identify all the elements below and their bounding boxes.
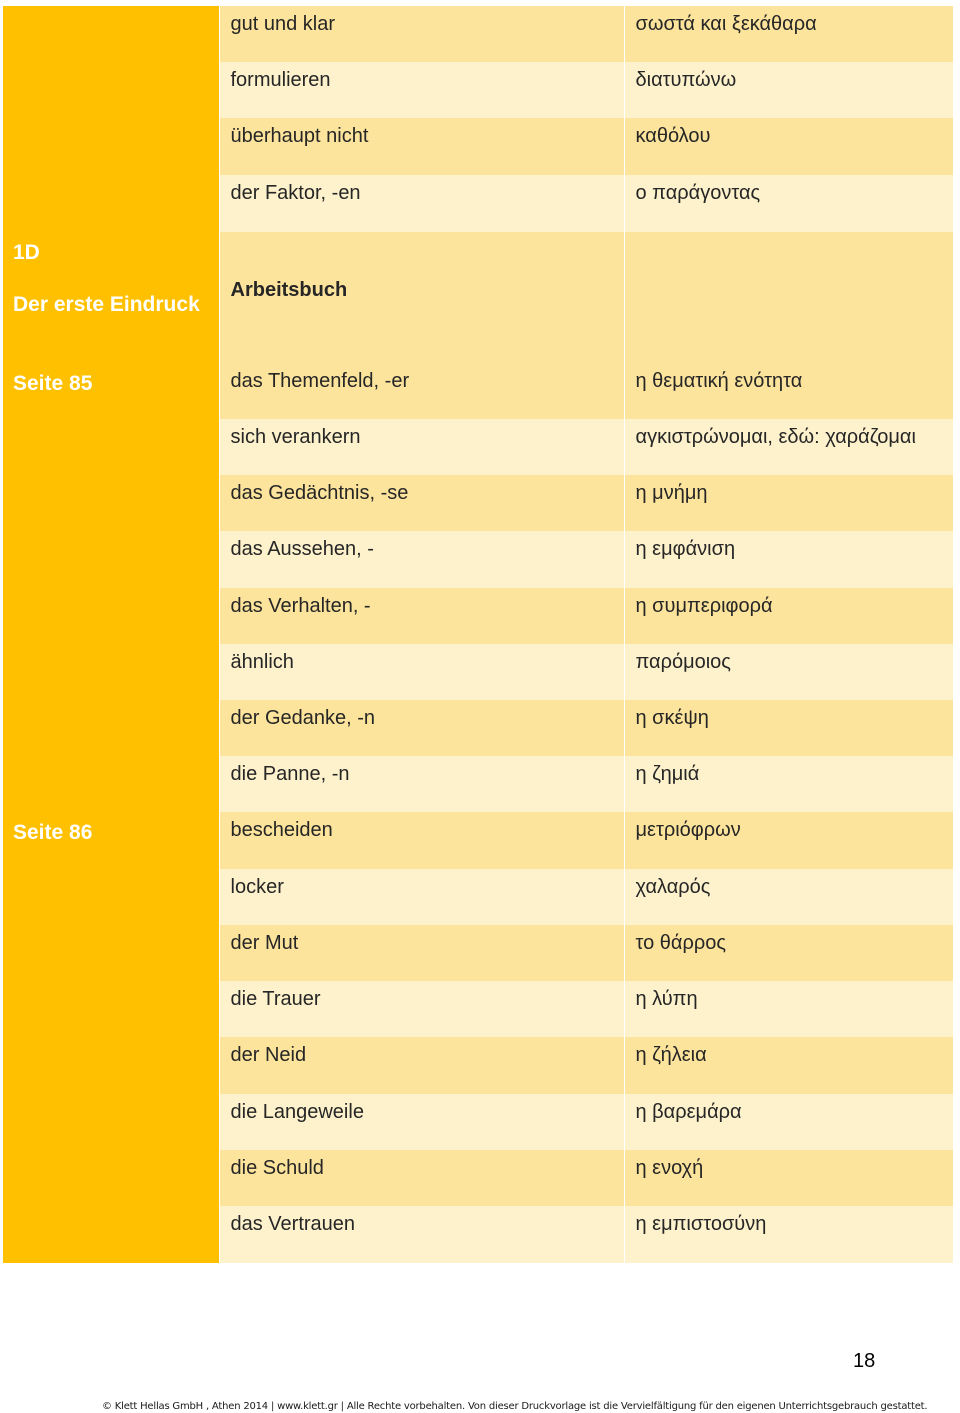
german-word: der Mut [219, 925, 624, 981]
greek-translation: παρόμοιος [624, 644, 953, 700]
german-word: der Gedanke, -n [219, 700, 624, 756]
greek-translation: η εμπιστοσύνη [624, 1206, 953, 1263]
german-word: das Verhalten, - [219, 588, 624, 644]
greek-translation: η εμφάνιση [624, 531, 953, 588]
greek-translation: η ενοχή [624, 1150, 953, 1206]
german-word: ähnlich [219, 644, 624, 700]
section-label: Seite 85 [13, 372, 93, 395]
section-cell-seite-85 [3, 363, 219, 812]
greek-translation: αγκιστρώνομαι, εδώ: χαράζομαι [624, 419, 953, 475]
german-word: die Panne, -n [219, 756, 624, 812]
section-cell-seite-86 [3, 812, 219, 1263]
greek-translation: μετριόφρων [624, 812, 953, 869]
section-cell-empty [3, 6, 219, 232]
german-word: überhaupt nicht [219, 118, 624, 175]
german-word: der Neid [219, 1037, 624, 1094]
table-row [3, 812, 953, 869]
greek-translation: η συμπεριφορά [624, 588, 953, 644]
greek-translation: χαλαρός [624, 869, 953, 925]
greek-translation: η ζημιά [624, 756, 953, 812]
greek-translation: ο παράγοντας [624, 175, 953, 232]
greek-translation: η ζήλεια [624, 1037, 953, 1094]
greek-translation: διατυπώνω [624, 62, 953, 118]
table-row [3, 363, 953, 419]
german-word: das Aussehen, - [219, 531, 624, 588]
subsection-title: Arbeitsbuch [219, 232, 624, 363]
table-row-section-header [3, 232, 953, 363]
german-word: die Langeweile [219, 1094, 624, 1150]
greek-translation: η μνήμη [624, 475, 953, 531]
greek-translation: η σκέψη [624, 700, 953, 756]
section-title: Der erste Eindruck [13, 293, 200, 316]
greek-translation: η θεματική ενότητα [624, 363, 953, 419]
table-row [3, 6, 953, 62]
german-word: bescheiden [219, 812, 624, 869]
greek-translation: η λύπη [624, 981, 953, 1037]
section-code: 1D [13, 241, 40, 264]
german-word: die Trauer [219, 981, 624, 1037]
section-cell-1d [3, 232, 219, 363]
german-word: das Gedächtnis, -se [219, 475, 624, 531]
german-word: formulieren [219, 62, 624, 118]
greek-translation: η βαρεμάρα [624, 1094, 953, 1150]
german-word: locker [219, 869, 624, 925]
greek-translation: καθόλου [624, 118, 953, 175]
german-word: gut und klar [219, 6, 624, 62]
greek-translation: σωστά και ξεκάθαρα [624, 6, 953, 62]
german-word: das Themenfeld, -er [219, 363, 624, 419]
page-number: 18 [853, 1350, 876, 1372]
german-word: die Schuld [219, 1150, 624, 1206]
german-word: sich verankern [219, 419, 624, 475]
greek-translation: το θάρρος [624, 925, 953, 981]
section-label: Seite 86 [13, 821, 93, 844]
german-word: der Faktor, -en [219, 175, 624, 232]
footer-copyright: © Klett Hellas GmbH , Athen 2014 | www.klett.gr | Alle Rechte vorbehalten. Von dieser Druckvorlage ist die Vervielfältigung für den eigenen Unterrichtsgebrauch gestattet. [102, 1401, 928, 1412]
vocabulary-table [3, 6, 953, 1263]
greek-translation [624, 232, 953, 363]
german-word: das Vertrauen [219, 1206, 624, 1263]
